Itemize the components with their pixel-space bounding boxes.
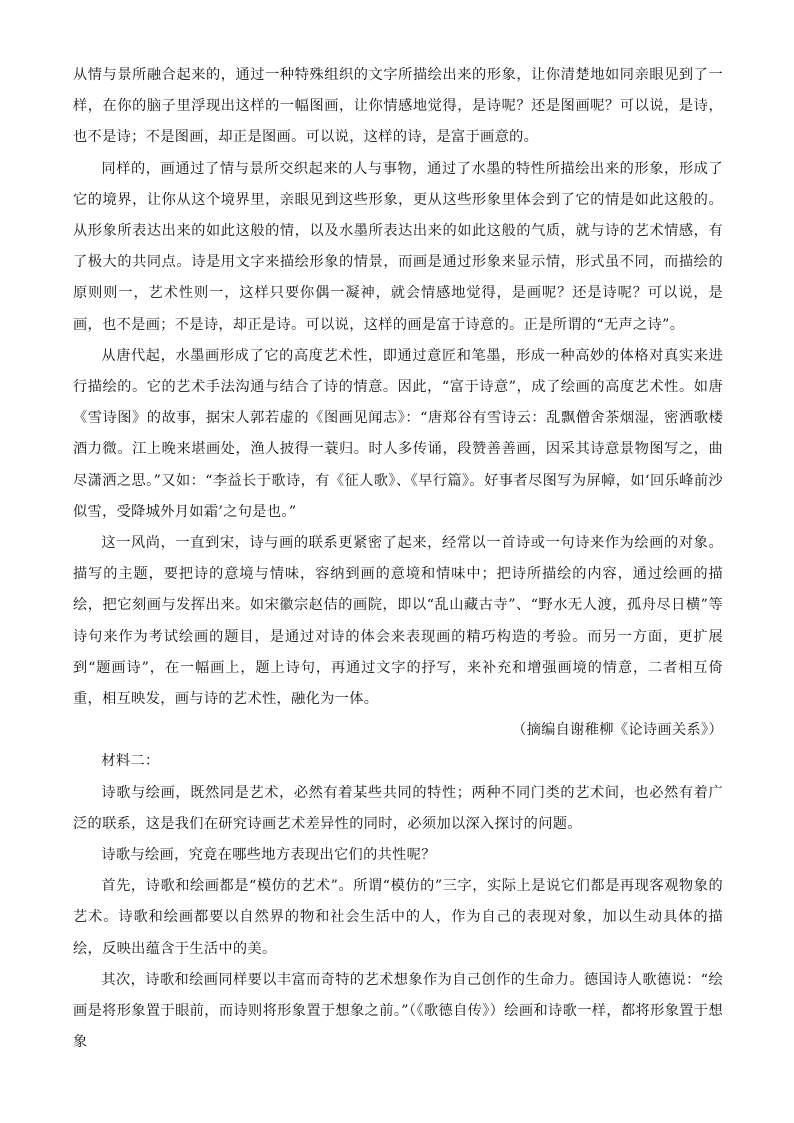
material-one-paragraph-1: 从情与景所融合起来的，通过一种特殊组织的文字所描绘出来的形象，让你清楚地如同亲眼见到了一样，在你的脑子里浮现出这样的一幅图画，让你情感地觉得，是诗呢？还是图画呢？可以说，是诗，也不是诗；不是图画，却正是图画。可以说，这样的诗，是富于画意的。: [73, 67, 723, 146]
material-two-paragraph-1: 诗歌与绘画，既然同是艺术，必然有着某些共同的特性；两种不同门类的艺术间，也必然有着广泛的联系，这是我们在研究诗画艺术差异性的同时，必须加以深入探讨的问题。: [73, 784, 723, 832]
material-one-paragraph-2: 同样的，画通过了情与景所交织起来的人与事物，通过了水墨的特性所描绘出来的形象，形成了它的境界，让你从这个境界里，亲眼见到这些形象，更从这些形象里体会到了它的情是如此这般的。从形象所表达出来的如此这般的情，以及水墨所表达出来的如此这般的气质，就与诗的艺术情感，有了极大的共同点。诗是用文字来描绘形象的情景，而画是通过形象来显示情，形式虽不同，而描绘的原则则一，艺术性则一，这样只要你偶一凝神，就会情感地觉得，是画呢？还是诗呢？可以说，是画，也不是画；不是诗，却正是诗。可以说，这样的画是富于诗意的。正是所谓的“无声之诗”。: [73, 160, 723, 333]
material-one-paragraph-3: 从唐代起，水墨画形成了它的高度艺术性，即通过意匠和笔墨，形成一种高妙的体格对真实来进行描绘的。它的艺术手法沟通与结合了诗的情意。因此，“富于诗意”，成了绘画的高度艺术性。如唐《雪诗图》的故事，据宋人郭若虚的《图画见闻志》：“唐郑谷有雪诗云：乱飘僧舍茶烟湿，密洒歌楼酒力微。江上晚来堪画处，渔人披得一蓑归。时人多传诵，段赞善善画，因采其诗意景物图写之，曲尽潇洒之思。”又如：“李益长于歌诗，有《征人歌》、《早行篇》。好事者尽图写为屏幛，如‘回乐峰前沙似雪，受降城外月如霜’之句是也。”: [73, 347, 723, 520]
document-page: [73, 60, 723, 1059]
material-one-source: （摘编自谢稚柳《论诗画关系》）: [512, 722, 723, 739]
material-two-heading: 材料二：: [101, 753, 160, 770]
material-two-paragraph-3: 首先，诗歌和绘画都是“模仿的艺术”。所谓“模仿的”三字，实际上是说它们都是再现客观物象的艺术。诗歌和绘画都要以自然界的物和社会生活中的人，作为自己的表现对象，加以生动具体的描绘，反映出蕴含于生活中的美。: [73, 878, 723, 957]
material-one-paragraph-4: 这一风尚，一直到宋，诗与画的联系更紧密了起来，经常以一首诗或一句诗来作为绘画的对象。描写的主题，要把诗的意境与情味，容纳到画的意境和情味中；把诗所描绘的内容，通过绘画的描绘，把它刻画与发挥出来。如宋徽宗赵佶的画院，即以“乱山藏古寺”、“野水无人渡，孤舟尽日横”等诗句来作为考试绘画的题目，是通过对诗的体会来表现画的精巧构造的考验。而另一方面，更扩展到“题画诗”，在一幅画上，题上诗句，再通过文字的抒写，来补充和增强画境的情意，二者相互倚重，相互映发，画与诗的艺术性，融化为一体。: [73, 535, 723, 708]
material-two-paragraph-2: 诗歌与绘画，究竟在哪些地方表现出它们的共性呢？: [101, 847, 436, 864]
material-two-paragraph-4: 其次，诗歌和绘画同样要以丰富而奇特的艺术想象作为自己创作的生命力。德国诗人歌德说：“绘画是将形象置于眼前，而诗则将形象置于想象之前。”（《歌德自传》）绘画和诗歌一样，都将形象置于想象: [73, 971, 723, 1051]
